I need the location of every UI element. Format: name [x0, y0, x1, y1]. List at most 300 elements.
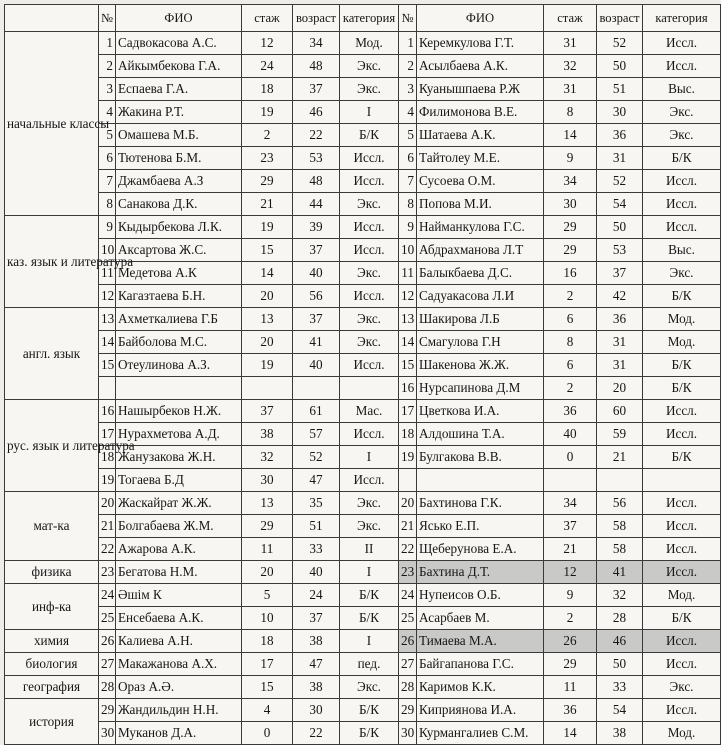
experience: 23: [242, 147, 293, 170]
subject-cell: рус. язык и литература: [5, 400, 99, 492]
teacher-name: Еспаева Г.А.: [116, 78, 242, 101]
teacher-name: Омашева М.Б.: [116, 124, 242, 147]
category: I: [340, 101, 399, 124]
category-right: Б/К: [643, 354, 721, 377]
row-number: 23: [99, 561, 116, 584]
teacher-name: Жандильдин Н.Н.: [116, 699, 242, 722]
teacher-name: Кыдырбекова Л.К.: [116, 216, 242, 239]
category-right: Б/К: [643, 377, 721, 400]
category: Иссл.: [340, 147, 399, 170]
experience-right: 14: [544, 722, 597, 745]
category: Экс.: [340, 193, 399, 216]
category: Мас.: [340, 400, 399, 423]
teacher-name-right: Тимаева М.А.: [417, 630, 544, 653]
age-right: 41: [597, 561, 643, 584]
teacher-name: Санакова Д.К.: [116, 193, 242, 216]
age: 48: [293, 170, 340, 193]
category: Экс.: [340, 492, 399, 515]
age: 38: [293, 630, 340, 653]
age: 44: [293, 193, 340, 216]
category-right: Б/К: [643, 446, 721, 469]
staff-table: [4, 4, 721, 745]
table-row: [5, 400, 721, 423]
row-number-right: 25: [399, 607, 417, 630]
teacher-name: Аксартова Ж.С.: [116, 239, 242, 262]
row-number-right: 10: [399, 239, 417, 262]
category-right: Иссл.: [643, 561, 721, 584]
teacher-name: Муканов Д.А.: [116, 722, 242, 745]
row-number: 22: [99, 538, 116, 561]
row-number-right: 28: [399, 676, 417, 699]
experience: 19: [242, 101, 293, 124]
table-row: [5, 699, 721, 722]
teacher-name: Әшім К: [116, 584, 242, 607]
age-right: 56: [597, 492, 643, 515]
category: Иссл.: [340, 469, 399, 492]
age: 47: [293, 469, 340, 492]
subject-cell: физика: [5, 561, 99, 584]
teacher-name-right: Нупеисов О.Б.: [417, 584, 544, 607]
category-right: Экс.: [643, 676, 721, 699]
age: 57: [293, 423, 340, 446]
category-right: Мод.: [643, 308, 721, 331]
teacher-name: Тютенова Б.М.: [116, 147, 242, 170]
age-right: 38: [597, 722, 643, 745]
experience-right: 6: [544, 354, 597, 377]
category-right: Выс.: [643, 239, 721, 262]
age: 41: [293, 331, 340, 354]
teacher-name: Ораз А.Ә.: [116, 676, 242, 699]
age: [293, 377, 340, 400]
row-number-right: 27: [399, 653, 417, 676]
age-right: 31: [597, 331, 643, 354]
teacher-name: Енсебаева А.К.: [116, 607, 242, 630]
teacher-name-right: Тайтолеу М.Е.: [417, 147, 544, 170]
age-right: 50: [597, 55, 643, 78]
experience: 5: [242, 584, 293, 607]
row-number-right: 29: [399, 699, 417, 722]
category: II: [340, 538, 399, 561]
row-number: 25: [99, 607, 116, 630]
teacher-name-right: Садуакасова Л.И: [417, 285, 544, 308]
teacher-name-right: Шатаева А.К.: [417, 124, 544, 147]
category-right: Иссл.: [643, 193, 721, 216]
age: 51: [293, 515, 340, 538]
teacher-name-right: Попова М.И.: [417, 193, 544, 216]
subject-header: [5, 5, 99, 32]
category-right: Мод.: [643, 584, 721, 607]
teacher-name-right: Киприянова И.А.: [417, 699, 544, 722]
experience-right: 2: [544, 607, 597, 630]
age-right: 31: [597, 354, 643, 377]
experience-right: 14: [544, 124, 597, 147]
category: Экс.: [340, 515, 399, 538]
experience: 21: [242, 193, 293, 216]
row-number-right: 12: [399, 285, 417, 308]
category: Б/К: [340, 699, 399, 722]
teacher-name-right: Курмангалиев С.М.: [417, 722, 544, 745]
teacher-name: Байболова М.С.: [116, 331, 242, 354]
row-number: 5: [99, 124, 116, 147]
row-number-right: 4: [399, 101, 417, 124]
experience: 19: [242, 216, 293, 239]
category: Мод.: [340, 32, 399, 55]
category-right: Иссл.: [643, 216, 721, 239]
row-number: 11: [99, 262, 116, 285]
experience: 20: [242, 285, 293, 308]
experience-right: 31: [544, 78, 597, 101]
row-number: 20: [99, 492, 116, 515]
category: Экс.: [340, 55, 399, 78]
category-right: Экс.: [643, 124, 721, 147]
experience: 15: [242, 676, 293, 699]
category-right: Иссл.: [643, 538, 721, 561]
category: Экс.: [340, 331, 399, 354]
experience-right: 2: [544, 377, 597, 400]
experience: 4: [242, 699, 293, 722]
category: пед.: [340, 653, 399, 676]
age-right: 33: [597, 676, 643, 699]
name-header-right: ФИО: [417, 5, 544, 32]
experience-right: 8: [544, 331, 597, 354]
age-right: 31: [597, 147, 643, 170]
teacher-name-right: Булгакова В.В.: [417, 446, 544, 469]
category-right: Иссл.: [643, 55, 721, 78]
experience-right: 31: [544, 32, 597, 55]
teacher-name-right: Щеберунова Е.А.: [417, 538, 544, 561]
row-number: 16: [99, 400, 116, 423]
age-right: 28: [597, 607, 643, 630]
table-row: [5, 124, 721, 147]
teacher-name-right: Каримов К.К.: [417, 676, 544, 699]
age-right: 58: [597, 538, 643, 561]
table-row: [5, 607, 721, 630]
experience-header: стаж: [242, 5, 293, 32]
experience: 2: [242, 124, 293, 147]
row-number: 8: [99, 193, 116, 216]
row-number-right: 20: [399, 492, 417, 515]
row-number: 28: [99, 676, 116, 699]
experience: 18: [242, 78, 293, 101]
experience-right: 0: [544, 446, 597, 469]
row-number-right: 19: [399, 446, 417, 469]
teacher-name-right: Ясько Е.П.: [417, 515, 544, 538]
age-right: 32: [597, 584, 643, 607]
age-right: 51: [597, 78, 643, 101]
experience: 13: [242, 492, 293, 515]
age-right: 52: [597, 32, 643, 55]
category-right: Иссл.: [643, 423, 721, 446]
table-row: [5, 653, 721, 676]
age-right: 53: [597, 239, 643, 262]
category: Экс.: [340, 78, 399, 101]
row-number-right: 14: [399, 331, 417, 354]
teacher-name: Ахметкалиева Г.Б: [116, 308, 242, 331]
row-number: 13: [99, 308, 116, 331]
experience: 10: [242, 607, 293, 630]
age: 53: [293, 147, 340, 170]
row-number-right: 1: [399, 32, 417, 55]
age: 38: [293, 676, 340, 699]
table-row: [5, 492, 721, 515]
subject-cell: англ. язык: [5, 308, 99, 400]
category-right: Иссл.: [643, 400, 721, 423]
age: 47: [293, 653, 340, 676]
category-header: категория: [340, 5, 399, 32]
age: 34: [293, 32, 340, 55]
teacher-name-right: Бахтинова Г.К.: [417, 492, 544, 515]
teacher-name-right: Алдошина Т.А.: [417, 423, 544, 446]
row-number: 30: [99, 722, 116, 745]
row-number-right: 2: [399, 55, 417, 78]
category-right: Б/К: [643, 285, 721, 308]
row-number: 19: [99, 469, 116, 492]
experience: 38: [242, 423, 293, 446]
row-number: 3: [99, 78, 116, 101]
experience: 29: [242, 515, 293, 538]
category-right: Экс.: [643, 101, 721, 124]
teacher-name: Джамбаева А.З: [116, 170, 242, 193]
experience-right: 26: [544, 630, 597, 653]
experience-right: 8: [544, 101, 597, 124]
row-number: [99, 377, 116, 400]
experience-right: 29: [544, 653, 597, 676]
teacher-name-right: Керемкулова Г.Т.: [417, 32, 544, 55]
table-row: [5, 354, 721, 377]
row-number-right: 11: [399, 262, 417, 285]
experience-right: 30: [544, 193, 597, 216]
experience-right: 9: [544, 584, 597, 607]
teacher-name-right: Сусоева О.М.: [417, 170, 544, 193]
category: Б/К: [340, 607, 399, 630]
age: 22: [293, 722, 340, 745]
experience-right: 29: [544, 239, 597, 262]
category: Иссл.: [340, 170, 399, 193]
teacher-name-right: Филимонова В.Е.: [417, 101, 544, 124]
experience: [242, 377, 293, 400]
experience: 37: [242, 400, 293, 423]
age-right: 36: [597, 124, 643, 147]
table-row: [5, 78, 721, 101]
category-right: Иссл.: [643, 653, 721, 676]
category: Б/К: [340, 584, 399, 607]
teacher-name: Жанузакова Ж.Н.: [116, 446, 242, 469]
experience-right: [544, 469, 597, 492]
number-header-right: №: [399, 5, 417, 32]
row-number-right: 30: [399, 722, 417, 745]
teacher-name-right: Асылбаева А.К.: [417, 55, 544, 78]
experience: 24: [242, 55, 293, 78]
row-number: 9: [99, 216, 116, 239]
age: 33: [293, 538, 340, 561]
age-right: 59: [597, 423, 643, 446]
category: Экс.: [340, 262, 399, 285]
age: 40: [293, 354, 340, 377]
category: [340, 377, 399, 400]
category: Экс.: [340, 308, 399, 331]
experience-right: 11: [544, 676, 597, 699]
age: 30: [293, 699, 340, 722]
teacher-name: Медетова А.К: [116, 262, 242, 285]
table-row: [5, 561, 721, 584]
teacher-name-right: Нурсапинова Д.М: [417, 377, 544, 400]
row-number-right: 3: [399, 78, 417, 101]
category-right: Иссл.: [643, 515, 721, 538]
subject-cell: биология: [5, 653, 99, 676]
age-right: 54: [597, 699, 643, 722]
table-row: [5, 676, 721, 699]
row-number: 1: [99, 32, 116, 55]
teacher-name-right: Байгапанова Г.С.: [417, 653, 544, 676]
row-number-right: 24: [399, 584, 417, 607]
table-row: [5, 147, 721, 170]
category-header-right: категория: [643, 5, 721, 32]
table-row: [5, 193, 721, 216]
category: Б/К: [340, 722, 399, 745]
experience: 20: [242, 331, 293, 354]
teacher-name: Тогаева Б.Д: [116, 469, 242, 492]
row-number: 15: [99, 354, 116, 377]
age: 46: [293, 101, 340, 124]
table-row: [5, 515, 721, 538]
category: Иссл.: [340, 239, 399, 262]
experience: 19: [242, 354, 293, 377]
category: Б/К: [340, 124, 399, 147]
name-header: ФИО: [116, 5, 242, 32]
row-number-right: 7: [399, 170, 417, 193]
experience-right: 32: [544, 55, 597, 78]
age: 37: [293, 78, 340, 101]
row-number: 10: [99, 239, 116, 262]
row-number-right: 9: [399, 216, 417, 239]
experience-right: 6: [544, 308, 597, 331]
teacher-name: Бегатова Н.М.: [116, 561, 242, 584]
category: I: [340, 561, 399, 584]
teacher-name: Жаскайрат Ж.Ж.: [116, 492, 242, 515]
table-row: [5, 722, 721, 745]
experience-right: 2: [544, 285, 597, 308]
teacher-name: Калиева А.Н.: [116, 630, 242, 653]
age-right: 54: [597, 193, 643, 216]
teacher-name-right: Шакенова Ж.Ж.: [417, 354, 544, 377]
age-header: возраст: [293, 5, 340, 32]
experience-header-right: стаж: [544, 5, 597, 32]
row-number: 2: [99, 55, 116, 78]
table-row: [5, 538, 721, 561]
row-number-right: 6: [399, 147, 417, 170]
subject-cell: мат-ка: [5, 492, 99, 561]
experience: 0: [242, 722, 293, 745]
row-number-right: 8: [399, 193, 417, 216]
category-right: Б/К: [643, 607, 721, 630]
table-row: [5, 331, 721, 354]
category: Иссл.: [340, 216, 399, 239]
age-right: [597, 469, 643, 492]
subject-cell: каз. язык и литература: [5, 216, 99, 308]
row-number-right: 17: [399, 400, 417, 423]
age-right: 58: [597, 515, 643, 538]
subject-cell: начальные классы: [5, 32, 99, 216]
row-number-right: 18: [399, 423, 417, 446]
teacher-name-right: Смагулова Г.Н: [417, 331, 544, 354]
age: 37: [293, 607, 340, 630]
age-right: 52: [597, 170, 643, 193]
row-number-right: 5: [399, 124, 417, 147]
age: 56: [293, 285, 340, 308]
category-right: [643, 469, 721, 492]
row-number: 17: [99, 423, 116, 446]
age-right: 50: [597, 216, 643, 239]
category-right: Б/К: [643, 147, 721, 170]
experience: 20: [242, 561, 293, 584]
teacher-name: Отеулинова А.З.: [116, 354, 242, 377]
experience: 32: [242, 446, 293, 469]
category-right: Мод.: [643, 722, 721, 745]
teacher-name: Макажанова А.Х.: [116, 653, 242, 676]
age: 40: [293, 262, 340, 285]
teacher-name: Нашырбеков Н.Ж.: [116, 400, 242, 423]
row-number: 7: [99, 170, 116, 193]
age-right: 36: [597, 308, 643, 331]
age-right: 42: [597, 285, 643, 308]
experience-right: 34: [544, 170, 597, 193]
age-right: 37: [597, 262, 643, 285]
table-row: [5, 584, 721, 607]
row-number: 18: [99, 446, 116, 469]
experience-right: 34: [544, 492, 597, 515]
age-right: 30: [597, 101, 643, 124]
row-number-right: 22: [399, 538, 417, 561]
table-row: [5, 285, 721, 308]
category: Иссл.: [340, 354, 399, 377]
teacher-name: Айкымбекова Г.А.: [116, 55, 242, 78]
subject-cell: инф-ка: [5, 584, 99, 630]
teacher-name: Болгабаева Ж.М.: [116, 515, 242, 538]
age-right: 60: [597, 400, 643, 423]
teacher-name-right: Шакирова Л.Б: [417, 308, 544, 331]
experience: 30: [242, 469, 293, 492]
age: 22: [293, 124, 340, 147]
age: 35: [293, 492, 340, 515]
row-number: 12: [99, 285, 116, 308]
table-row: [5, 630, 721, 653]
category: I: [340, 630, 399, 653]
teacher-name-right: Найманкулова Г.С.: [417, 216, 544, 239]
experience-right: 40: [544, 423, 597, 446]
category-right: Экс.: [643, 262, 721, 285]
row-number-right: 13: [399, 308, 417, 331]
row-number-right: 15: [399, 354, 417, 377]
row-number: 29: [99, 699, 116, 722]
age: 37: [293, 239, 340, 262]
category-right: Мод.: [643, 331, 721, 354]
teacher-name: Нурахметова А.Д.: [116, 423, 242, 446]
table-row: [5, 262, 721, 285]
age: 61: [293, 400, 340, 423]
table-row: [5, 469, 721, 492]
age-right: 46: [597, 630, 643, 653]
experience-right: 37: [544, 515, 597, 538]
category: Иссл.: [340, 423, 399, 446]
experience: 12: [242, 32, 293, 55]
experience-right: 21: [544, 538, 597, 561]
category-right: Иссл.: [643, 32, 721, 55]
age-header-right: возраст: [597, 5, 643, 32]
teacher-name-right: Бахтина Д.Т.: [417, 561, 544, 584]
row-number: 4: [99, 101, 116, 124]
experience-right: 36: [544, 400, 597, 423]
row-number-right: 26: [399, 630, 417, 653]
